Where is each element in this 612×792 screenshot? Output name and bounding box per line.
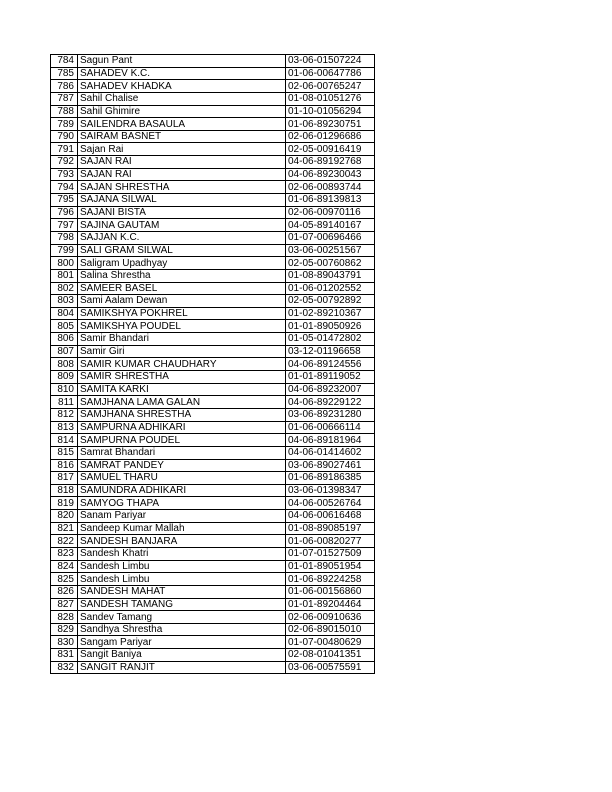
table-row [51, 371, 375, 384]
code-cell: 03-06-00251567 [286, 244, 375, 257]
name-cell: SAJANI BISTA [78, 206, 286, 219]
code-cell: 03-12-01196658 [286, 345, 375, 358]
row-number-cell: 810 [51, 383, 78, 396]
table-row [51, 118, 375, 131]
code-cell: 01-01-89119052 [286, 371, 375, 384]
table-row [51, 573, 375, 586]
code-cell: 01-01-89051954 [286, 560, 375, 573]
code-cell: 01-01-89050926 [286, 320, 375, 333]
name-cell: Sangit Baniya [78, 649, 286, 662]
code-cell: 01-06-89230751 [286, 118, 375, 131]
table-row [51, 661, 375, 674]
code-cell: 02-08-01041351 [286, 649, 375, 662]
table-row [51, 168, 375, 181]
table-row [51, 130, 375, 143]
name-cell: Samir Giri [78, 345, 286, 358]
row-number-cell: 800 [51, 257, 78, 270]
name-cell: SANDESH MAHAT [78, 585, 286, 598]
table-row [51, 358, 375, 371]
name-cell: SAIRAM BASNET [78, 130, 286, 143]
row-number-cell: 829 [51, 623, 78, 636]
name-cell: Sahil Ghimire [78, 105, 286, 118]
code-cell: 01-06-89224258 [286, 573, 375, 586]
table-row [51, 623, 375, 636]
name-cell: Samrat Bhandari [78, 446, 286, 459]
table-row [51, 396, 375, 409]
table-row [51, 231, 375, 244]
row-number-cell: 787 [51, 92, 78, 105]
name-cell: SANGIT RANJIT [78, 661, 286, 674]
code-cell: 01-08-89043791 [286, 269, 375, 282]
table-row [51, 459, 375, 472]
table-row [51, 535, 375, 548]
code-cell: 02-05-00792892 [286, 295, 375, 308]
code-cell: 04-06-89181964 [286, 434, 375, 447]
row-number-cell: 820 [51, 510, 78, 523]
row-number-cell: 785 [51, 67, 78, 80]
table-row [51, 55, 375, 68]
code-cell: 04-06-89230043 [286, 168, 375, 181]
name-cell: SAMUNDRA ADHIKARI [78, 484, 286, 497]
code-cell: 01-01-89204464 [286, 598, 375, 611]
table-row [51, 383, 375, 396]
table-row [51, 80, 375, 93]
code-cell: 04-06-01414602 [286, 446, 375, 459]
name-cell: Sangam Pariyar [78, 636, 286, 649]
code-cell: 01-08-89085197 [286, 522, 375, 535]
code-cell: 01-06-89186385 [286, 472, 375, 485]
row-number-cell: 809 [51, 371, 78, 384]
name-cell: SAMEER BASEL [78, 282, 286, 295]
row-number-cell: 828 [51, 611, 78, 624]
row-number-cell: 807 [51, 345, 78, 358]
row-number-cell: 824 [51, 560, 78, 573]
row-number-cell: 825 [51, 573, 78, 586]
table-row [51, 105, 375, 118]
name-cell: SAJAN RAI [78, 168, 286, 181]
code-cell: 01-07-00480629 [286, 636, 375, 649]
table-row [51, 181, 375, 194]
row-number-cell: 799 [51, 244, 78, 257]
row-number-cell: 803 [51, 295, 78, 308]
name-cell: Sandeep Kumar Mallah [78, 522, 286, 535]
table-row [51, 408, 375, 421]
name-cell: Sandev Tamang [78, 611, 286, 624]
row-number-cell: 791 [51, 143, 78, 156]
code-cell: 01-10-01056294 [286, 105, 375, 118]
row-number-cell: 796 [51, 206, 78, 219]
table-row [51, 522, 375, 535]
table-row [51, 320, 375, 333]
name-cell: Sandesh Limbu [78, 560, 286, 573]
table-row [51, 611, 375, 624]
table-row [51, 194, 375, 207]
name-cell: SAJINA GAUTAM [78, 219, 286, 232]
records-body [51, 55, 375, 674]
name-cell: SAHADEV KHADKA [78, 80, 286, 93]
row-number-cell: 813 [51, 421, 78, 434]
records-table [50, 54, 375, 674]
row-number-cell: 831 [51, 649, 78, 662]
row-number-cell: 815 [51, 446, 78, 459]
row-number-cell: 792 [51, 156, 78, 169]
code-cell: 04-06-89232007 [286, 383, 375, 396]
table-row [51, 510, 375, 523]
name-cell: Salina Shrestha [78, 269, 286, 282]
name-cell: Sandesh Limbu [78, 573, 286, 586]
row-number-cell: 802 [51, 282, 78, 295]
row-number-cell: 814 [51, 434, 78, 447]
code-cell: 02-05-00760862 [286, 257, 375, 270]
code-cell: 02-06-00893744 [286, 181, 375, 194]
name-cell: Saligram Upadhyay [78, 257, 286, 270]
table-row [51, 472, 375, 485]
name-cell: Sandhya Shrestha [78, 623, 286, 636]
code-cell: 01-06-00666114 [286, 421, 375, 434]
row-number-cell: 818 [51, 484, 78, 497]
name-cell: Sami Aalam Dewan [78, 295, 286, 308]
table-row [51, 257, 375, 270]
code-cell: 04-06-00526764 [286, 497, 375, 510]
row-number-cell: 804 [51, 307, 78, 320]
row-number-cell: 784 [51, 55, 78, 68]
name-cell: Sanam Pariyar [78, 510, 286, 523]
row-number-cell: 819 [51, 497, 78, 510]
row-number-cell: 788 [51, 105, 78, 118]
name-cell: SAMIKSHYA POUDEL [78, 320, 286, 333]
table-row [51, 307, 375, 320]
name-cell: SAJJAN K.C. [78, 231, 286, 244]
row-number-cell: 789 [51, 118, 78, 131]
table-row [51, 636, 375, 649]
name-cell: Sahil Chalise [78, 92, 286, 105]
table-row [51, 421, 375, 434]
row-number-cell: 811 [51, 396, 78, 409]
table-row [51, 244, 375, 257]
code-cell: 01-08-01051276 [286, 92, 375, 105]
table-row [51, 446, 375, 459]
name-cell: SAILENDRA BASAULA [78, 118, 286, 131]
table-row [51, 547, 375, 560]
name-cell: SAMIR KUMAR CHAUDHARY [78, 358, 286, 371]
code-cell: 02-06-00765247 [286, 80, 375, 93]
row-number-cell: 816 [51, 459, 78, 472]
table-row [51, 345, 375, 358]
row-number-cell: 822 [51, 535, 78, 548]
name-cell: SAMRAT PANDEY [78, 459, 286, 472]
table-row [51, 219, 375, 232]
code-cell: 04-06-89124556 [286, 358, 375, 371]
row-number-cell: 806 [51, 333, 78, 346]
name-cell: SAMJHANA LAMA GALAN [78, 396, 286, 409]
name-cell: SAMJHANA SHRESTHA [78, 408, 286, 421]
table-row [51, 484, 375, 497]
code-cell: 02-06-01296686 [286, 130, 375, 143]
name-cell: SAMPURNA POUDEL [78, 434, 286, 447]
table-row [51, 143, 375, 156]
table-row [51, 497, 375, 510]
code-cell: 04-06-00616468 [286, 510, 375, 523]
row-number-cell: 812 [51, 408, 78, 421]
name-cell: SAMPURNA ADHIKARI [78, 421, 286, 434]
row-number-cell: 798 [51, 231, 78, 244]
code-cell: 01-05-01472802 [286, 333, 375, 346]
name-cell: SAMIR SHRESTHA [78, 371, 286, 384]
code-cell: 02-06-00910636 [286, 611, 375, 624]
table-row [51, 295, 375, 308]
code-cell: 03-06-89231280 [286, 408, 375, 421]
code-cell: 03-06-89027461 [286, 459, 375, 472]
row-number-cell: 821 [51, 522, 78, 535]
name-cell: SAJAN SHRESTHA [78, 181, 286, 194]
code-cell: 04-05-89140167 [286, 219, 375, 232]
code-cell: 01-07-00696466 [286, 231, 375, 244]
code-cell: 01-06-01202552 [286, 282, 375, 295]
code-cell: 02-05-00916419 [286, 143, 375, 156]
row-number-cell: 817 [51, 472, 78, 485]
code-cell: 01-06-00820277 [286, 535, 375, 548]
code-cell: 01-06-89139813 [286, 194, 375, 207]
table-row [51, 206, 375, 219]
row-number-cell: 826 [51, 585, 78, 598]
name-cell: SANDESH BANJARA [78, 535, 286, 548]
name-cell: SAHADEV K.C. [78, 67, 286, 80]
name-cell: Sandesh Khatri [78, 547, 286, 560]
table-row [51, 560, 375, 573]
name-cell: Samir Bhandari [78, 333, 286, 346]
code-cell: 01-06-00647786 [286, 67, 375, 80]
name-cell: SALI GRAM SILWAL [78, 244, 286, 257]
row-number-cell: 795 [51, 194, 78, 207]
table-row [51, 269, 375, 282]
name-cell: Sajan Rai [78, 143, 286, 156]
code-cell: 03-06-01398347 [286, 484, 375, 497]
row-number-cell: 786 [51, 80, 78, 93]
name-cell: SAMIKSHYA POKHREL [78, 307, 286, 320]
code-cell: 02-06-89015010 [286, 623, 375, 636]
table-row [51, 282, 375, 295]
code-cell: 04-06-89229122 [286, 396, 375, 409]
row-number-cell: 808 [51, 358, 78, 371]
code-cell: 04-06-89192768 [286, 156, 375, 169]
table-row [51, 92, 375, 105]
table-row [51, 333, 375, 346]
table-row [51, 434, 375, 447]
name-cell: SANDESH TAMANG [78, 598, 286, 611]
name-cell: SAJANA SILWAL [78, 194, 286, 207]
code-cell: 01-07-01527509 [286, 547, 375, 560]
code-cell: 03-06-00575591 [286, 661, 375, 674]
code-cell: 01-02-89210367 [286, 307, 375, 320]
name-cell: Sagun Pant [78, 55, 286, 68]
code-cell: 02-06-00970116 [286, 206, 375, 219]
name-cell: SAJAN RAI [78, 156, 286, 169]
table-row [51, 156, 375, 169]
table-row [51, 598, 375, 611]
row-number-cell: 827 [51, 598, 78, 611]
table-row [51, 649, 375, 662]
code-cell: 01-06-00156860 [286, 585, 375, 598]
row-number-cell: 790 [51, 130, 78, 143]
row-number-cell: 823 [51, 547, 78, 560]
row-number-cell: 797 [51, 219, 78, 232]
name-cell: SAMYOG THAPA [78, 497, 286, 510]
code-cell: 03-06-01507224 [286, 55, 375, 68]
row-number-cell: 793 [51, 168, 78, 181]
row-number-cell: 805 [51, 320, 78, 333]
row-number-cell: 832 [51, 661, 78, 674]
row-number-cell: 801 [51, 269, 78, 282]
table-row [51, 67, 375, 80]
table-row [51, 585, 375, 598]
row-number-cell: 794 [51, 181, 78, 194]
name-cell: SAMITA KARKI [78, 383, 286, 396]
row-number-cell: 830 [51, 636, 78, 649]
name-cell: SAMUEL THARU [78, 472, 286, 485]
